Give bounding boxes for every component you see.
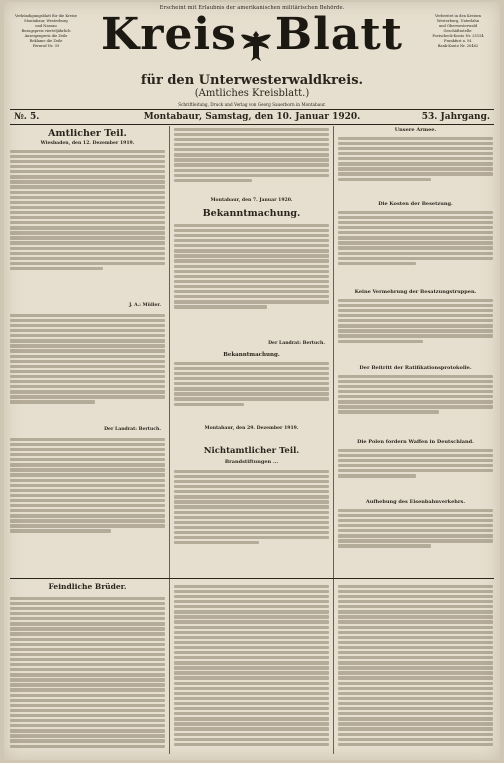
dateline-place: Montabaur, den 29. Dezember 1919. bbox=[204, 426, 299, 431]
masthead-title-left: Kreis bbox=[101, 9, 237, 60]
masthead-subtitle-official: (Amtliches Kreisblatt.) bbox=[194, 88, 310, 99]
issue-number: №. 5. bbox=[14, 112, 40, 122]
ear-left-line: und Nassau bbox=[35, 24, 57, 28]
ear-right-line: und Oberwesterwald bbox=[438, 24, 478, 28]
feuilleton-text bbox=[338, 583, 493, 753]
text-block bbox=[338, 507, 493, 567]
masthead-ear-left bbox=[10, 14, 82, 49]
ear-left-line: Reklame die Zeile bbox=[29, 39, 63, 43]
subheading: Die Polen fordern Waffen in Deutschland. bbox=[357, 439, 474, 445]
text-block bbox=[338, 373, 493, 437]
eagle-emblem-icon bbox=[239, 27, 273, 63]
ear-right-line: Bank-Konto Nr. 20462 bbox=[437, 44, 479, 48]
masthead-subtitle: für den Unterwesterwaldkreis. bbox=[140, 73, 364, 88]
top-note: Erscheint mit Erlaubnis der amerikanischen militärischen Behörde. bbox=[159, 5, 345, 11]
dateline-place: Montabaur, den 7. Januar 1920. bbox=[210, 198, 293, 203]
masthead bbox=[84, 11, 420, 73]
section-heading: Bekanntmachung. bbox=[223, 352, 280, 358]
text-block bbox=[10, 148, 165, 298]
signature: Der Landrat: Bertuch. bbox=[268, 341, 325, 346]
subheading: Keine Vermehrung der Besatzungstruppen. bbox=[354, 289, 477, 295]
section-heading-official: Amtlicher Teil. bbox=[48, 128, 127, 139]
ear-right-line: Frankfurt a. M. bbox=[443, 39, 473, 43]
masthead-title-right: Blatt bbox=[274, 9, 403, 60]
text-block bbox=[338, 297, 493, 363]
dateline bbox=[10, 109, 494, 125]
signature: J. A.: Müller. bbox=[129, 303, 161, 308]
section-heading-unofficial: Nichtamtlicher Teil. bbox=[203, 446, 300, 456]
issue-date: Montabaur, Samstag, den 10. Januar 1920. bbox=[143, 112, 361, 122]
ear-left-line: Fernruf Nr. 39 bbox=[32, 44, 60, 48]
ear-left-line: Bezugspreis vierteljährlich bbox=[21, 29, 71, 33]
subheading: Unsere Armee. bbox=[394, 127, 437, 133]
column-rule bbox=[333, 126, 334, 754]
dateline-place: Wiesbaden, den 12. Dezember 1919. bbox=[40, 141, 135, 146]
subheading: Brandstiftungen ... bbox=[224, 459, 279, 465]
ear-right-line: Postscheck-Konto Nr. 25154 bbox=[432, 34, 484, 38]
feuilleton-heading: Feindliche Brüder. bbox=[48, 582, 127, 591]
issue-year: 53. Jahrgang. bbox=[421, 112, 490, 122]
text-block bbox=[338, 135, 493, 197]
newspaper-page bbox=[4, 2, 500, 760]
feuilleton-text bbox=[174, 583, 329, 753]
text-block bbox=[338, 209, 493, 287]
ear-left-line: Verkündigungsblatt für die Kreise bbox=[15, 14, 77, 18]
subheading: Die Kosten der Besetzung. bbox=[378, 201, 453, 207]
feuilleton-section bbox=[10, 578, 494, 591]
ear-left-line: Anzeigenpreis die Zeile bbox=[24, 34, 68, 38]
text-block bbox=[174, 468, 329, 568]
printer-line: Schriftleitung, Druck und Verlag von Georg Sauerborn in Montabaur. bbox=[178, 102, 326, 107]
subheading: Aufhebung des Eisenbahnverkehrs. bbox=[365, 499, 466, 505]
text-block bbox=[338, 447, 493, 497]
text-block bbox=[10, 436, 165, 566]
column-rule bbox=[169, 126, 170, 754]
ear-right-line: Westerburg, Unterlahn bbox=[436, 19, 480, 23]
text-block bbox=[174, 222, 329, 340]
ear-right-line: Geschäftsstelle: bbox=[443, 29, 473, 33]
masthead-ear-right bbox=[422, 14, 494, 49]
text-block bbox=[174, 360, 329, 428]
ear-right-line: Verbreitet in den Kreisen bbox=[434, 14, 482, 18]
signature: Der Landrat: Bertuch. bbox=[104, 427, 161, 432]
feuilleton-text bbox=[10, 595, 165, 755]
text-block bbox=[174, 126, 329, 198]
section-heading: Bekanntmachung. bbox=[202, 208, 301, 219]
ear-left-line: Montabaur, Westerburg bbox=[24, 19, 68, 23]
text-block bbox=[10, 312, 165, 432]
columns bbox=[10, 126, 494, 754]
subheading: Der Beitritt der Ratifikationsprotokolle. bbox=[359, 365, 472, 371]
